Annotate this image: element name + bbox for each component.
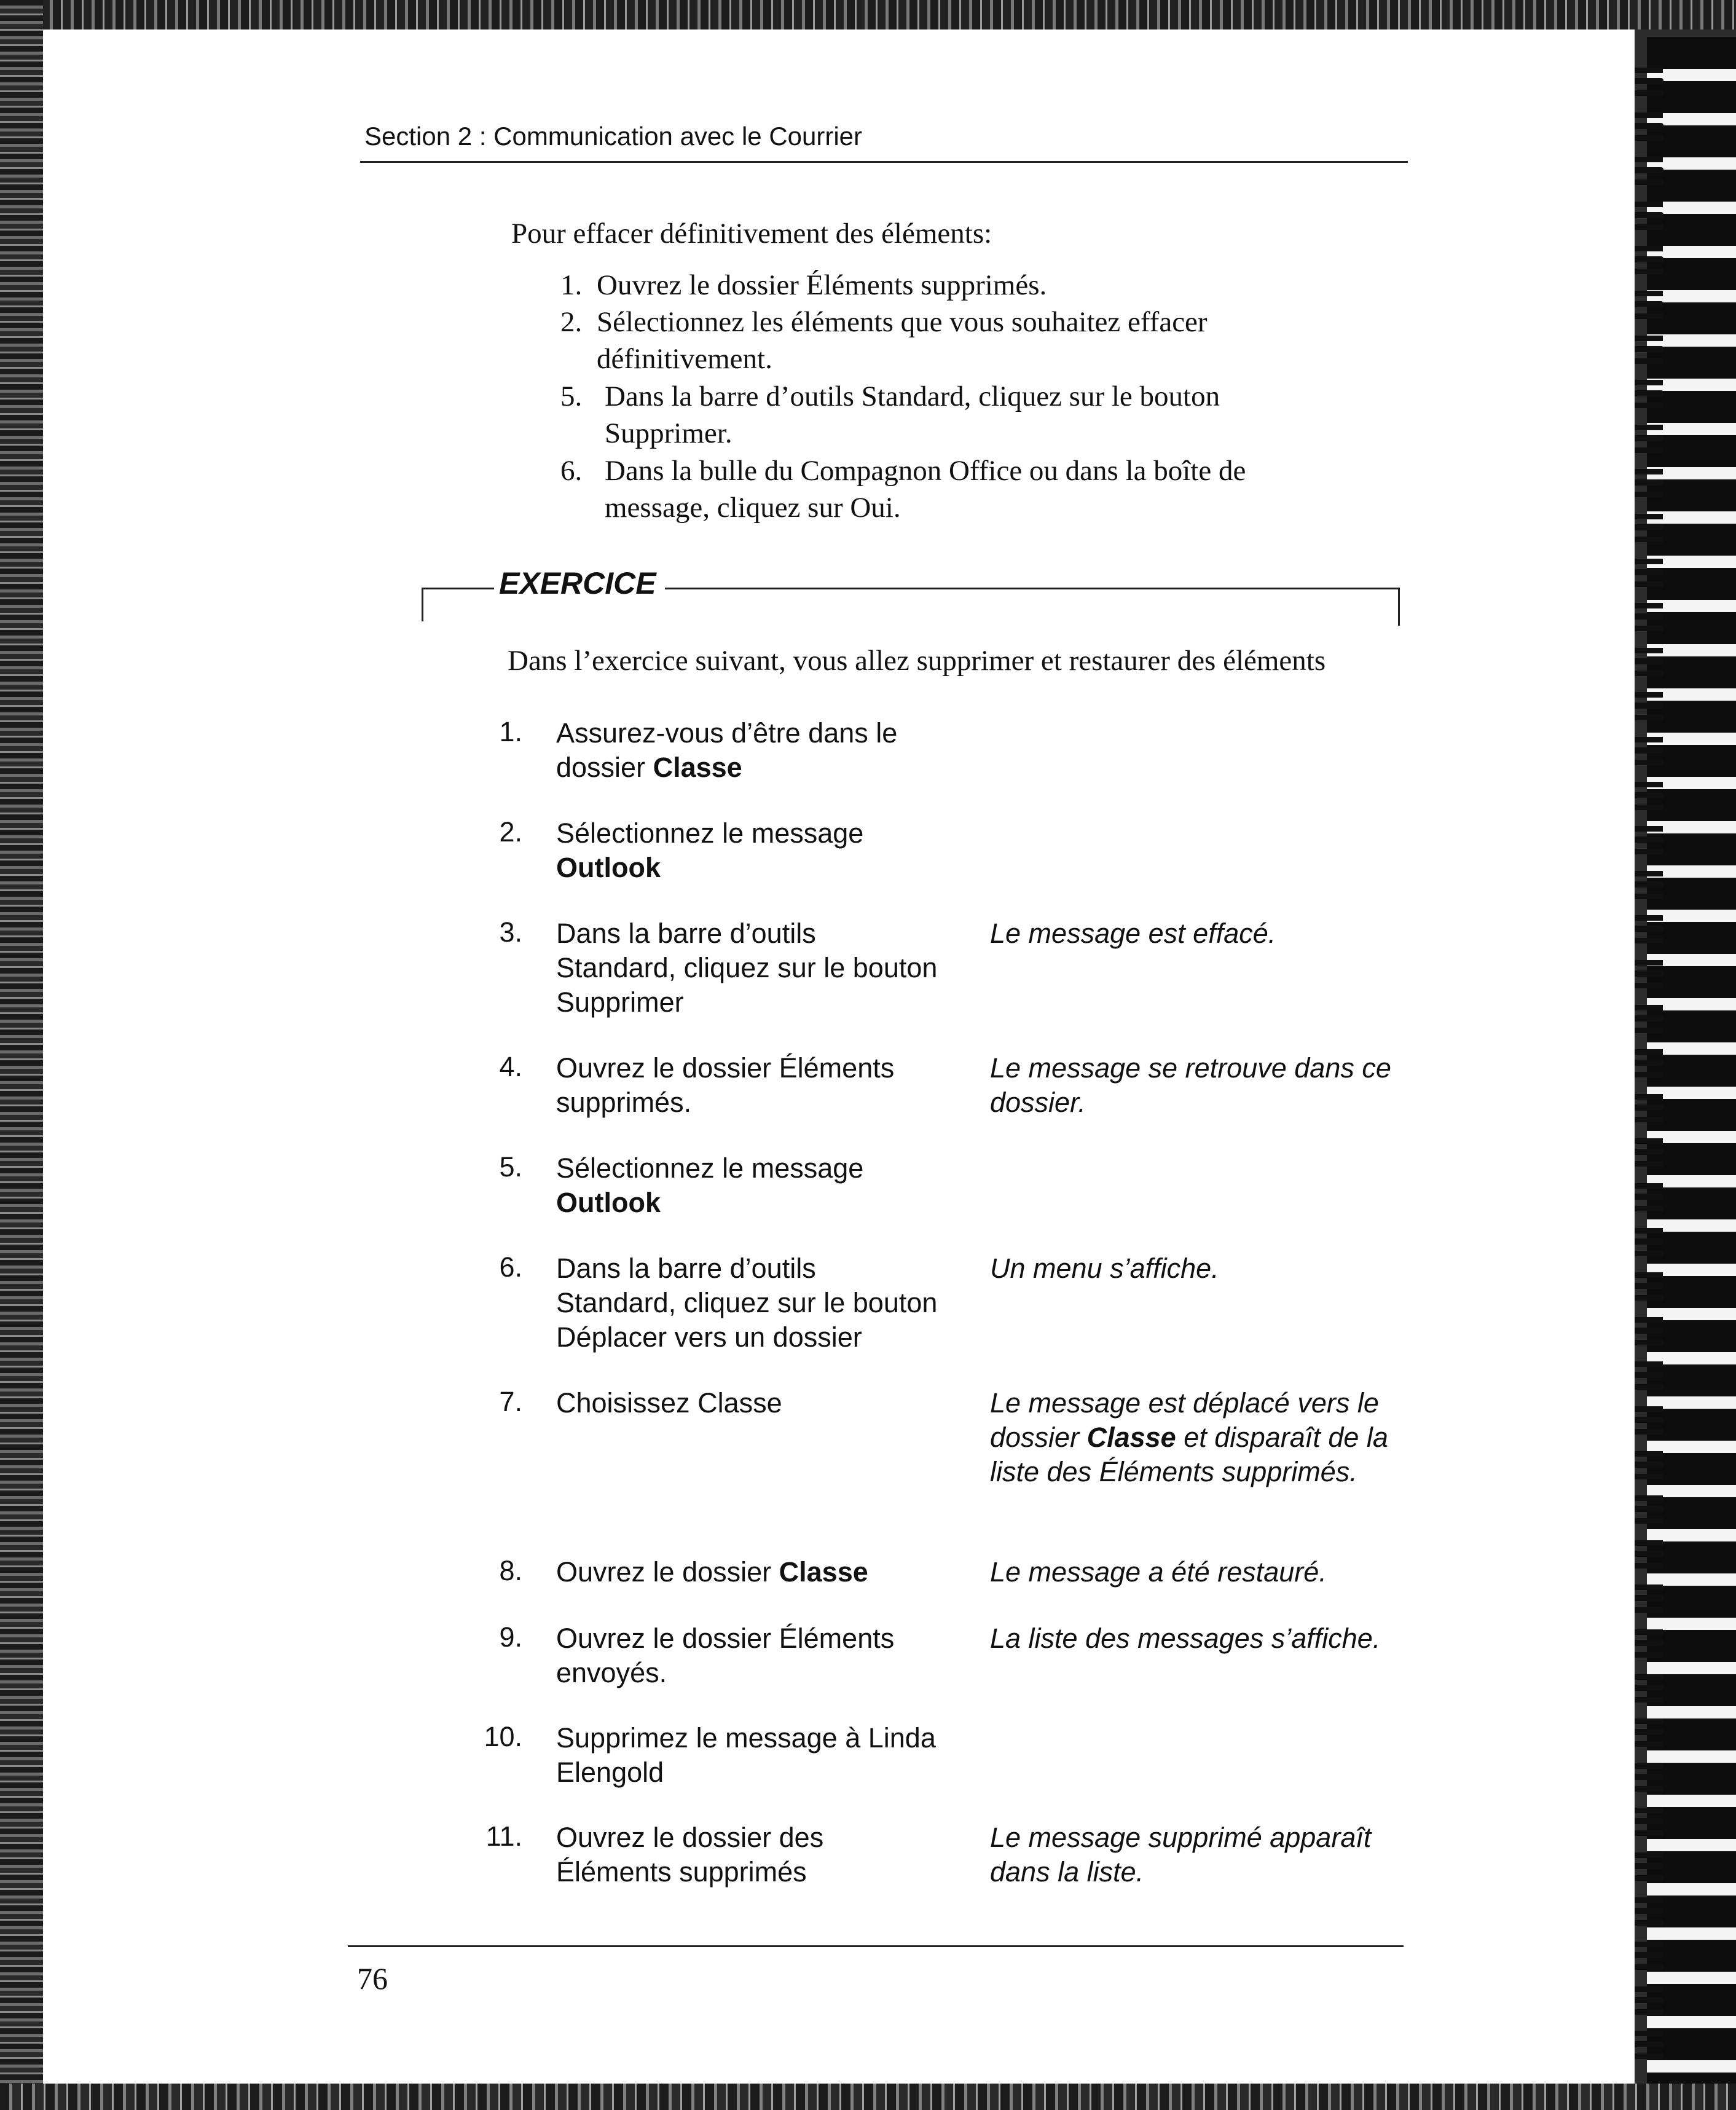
intro-step-number: 1.: [560, 269, 583, 301]
intro-step-text: Dans la bulle du Compagnon Office ou dans la boîte de: [605, 455, 1246, 487]
intro-step-number: 5.: [560, 380, 583, 412]
intro-step-text: Ouvrez le dossier Éléments supprimés.: [597, 269, 1047, 301]
exercise-frame: [422, 588, 423, 621]
exercise-frame: [422, 588, 494, 589]
exercise-step-number: 5.: [499, 1151, 522, 1183]
intro-text: Pour effacer définitivement des éléments:: [511, 218, 992, 250]
exercise-step-result: Le message se retrouve dans ce dossier.: [990, 1052, 1391, 1118]
exercise-step-action: Ouvrez le dossier Classe: [556, 1556, 868, 1588]
exercise-frame: [1398, 588, 1400, 626]
exercise-intro: Dans l’exercice suivant, vous allez supprimer et restaurer des éléments: [508, 645, 1326, 677]
scan-border-left: [0, 0, 43, 2110]
exercise-step-action: Ouvrez le dossier des Éléments supprimés: [556, 1822, 824, 1888]
scan-border-top: [0, 0, 1736, 30]
exercise-step-number: 2.: [499, 816, 522, 848]
intro-step-number: 6.: [560, 455, 583, 487]
exercise-step-action: Dans la barre d’outils Standard, cliquez sur le bouton Déplacer vers un dossier: [556, 1253, 938, 1353]
exercise-step-number: 10.: [484, 1721, 522, 1752]
exercise-step-result: Le message supprimé apparaît dans la liste.: [990, 1822, 1372, 1888]
exercise-step-result: La liste des messages s’affiche.: [990, 1623, 1381, 1654]
page-number: 76: [357, 1961, 388, 1996]
exercise-step-action: Sélectionnez le message Outlook: [556, 817, 864, 883]
section-header: Section 2 : Communication avec le Courrier: [364, 122, 863, 151]
exercise-step-number: 7.: [499, 1386, 522, 1417]
exercise-step-result: Un menu s’affiche.: [990, 1253, 1219, 1284]
exercise-step-result: Le message est effacé.: [990, 918, 1276, 949]
exercise-step-action: Dans la barre d’outils Standard, cliquez sur le bouton Supprimer: [556, 918, 938, 1018]
exercise-step-number: 6.: [499, 1251, 522, 1283]
intro-step-text: Supprimer.: [605, 417, 732, 449]
footer-rule: [348, 1945, 1404, 1947]
exercise-step-action: Ouvrez le dossier Éléments envoyés.: [556, 1623, 895, 1688]
exercise-step-number: 4.: [499, 1051, 522, 1082]
exercise-step-number: 3.: [499, 916, 522, 948]
exercise-step-result: Le message a été restauré.: [990, 1556, 1327, 1588]
exercise-step-action: Choisissez Classe: [556, 1387, 782, 1419]
exercise-step-number: 1.: [499, 716, 522, 747]
exercise-step-action: Sélectionnez le message Outlook: [556, 1152, 864, 1218]
exercise-step-result: Le message est déplacé vers le dossier Classe et disparaît de la liste des Éléments supprimés.: [990, 1387, 1388, 1487]
exercise-step-action: Supprimez le message à Linda Elengold: [556, 1722, 936, 1788]
scan-border-bottom: [0, 2084, 1736, 2110]
exercise-step-number: 11.: [485, 1821, 522, 1852]
exercise-frame: [665, 588, 1399, 589]
exercise-step-number: 8.: [499, 1555, 522, 1586]
exercise-step-number: 9.: [499, 1621, 522, 1653]
intro-step-text: message, cliquez sur Oui.: [605, 492, 901, 524]
exercise-step-action: Ouvrez le dossier Éléments supprimés.: [556, 1052, 895, 1118]
intro-step-text: définitivement.: [597, 343, 772, 375]
header-rule: [360, 161, 1408, 163]
exercise-title: EXERCICE: [499, 566, 656, 600]
intro-step-text: Sélectionnez les éléments que vous souhaitez effacer: [597, 306, 1208, 338]
intro-step-number: 2.: [560, 306, 583, 338]
intro-step-text: Dans la barre d’outils Standard, cliquez sur le bouton: [605, 380, 1220, 412]
exercise-step-action: Assurez-vous d’être dans le dossier Classe: [556, 717, 898, 783]
